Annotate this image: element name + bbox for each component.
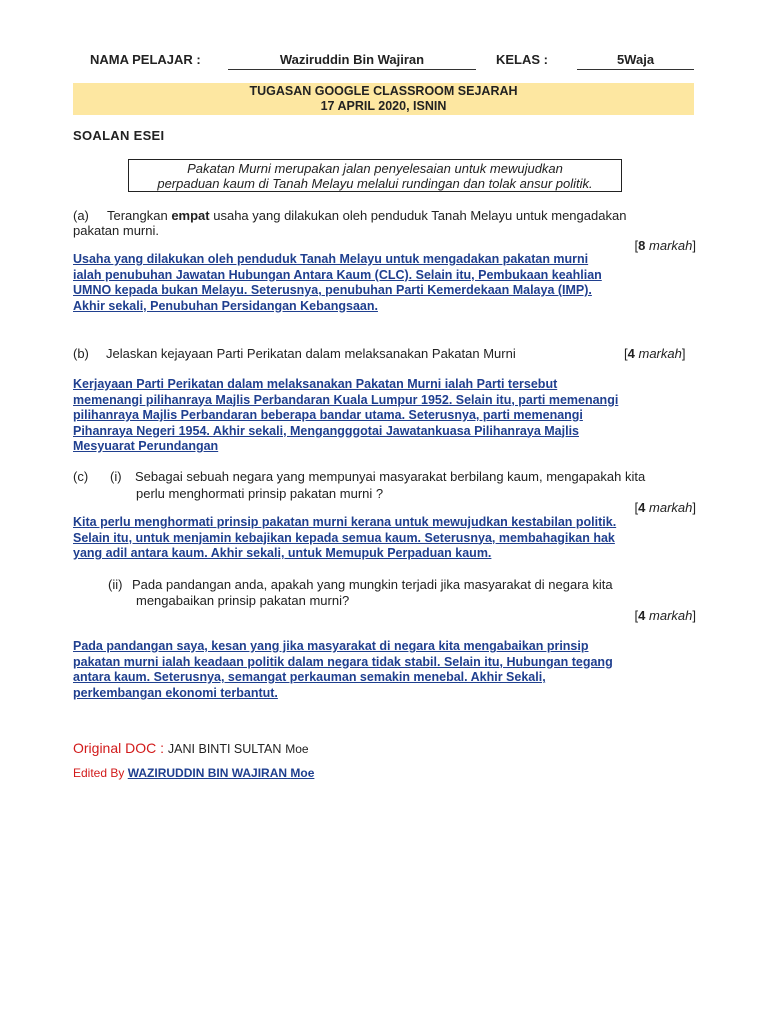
edited-suffix: Moe xyxy=(290,766,315,780)
answer-c-i xyxy=(73,515,703,562)
marks-number: 8 xyxy=(638,238,646,253)
answer-line: Usaha yang dilakukan oleh penduduk Tanah Melayu untuk mengadakan pakatan murni xyxy=(73,252,589,266)
question-c-number: (c) xyxy=(73,469,89,484)
question-a-line2: pakatan murni. xyxy=(73,223,159,238)
answer-line: Mesyuarat Perundangan xyxy=(73,439,219,453)
question-b-marks: [4 markah] xyxy=(624,346,686,361)
question-a-marks: [8 markah] xyxy=(634,238,696,253)
quote-line2: perpaduan kaum di Tanah Melayu melalui rundingan dan tolak ansur politik. xyxy=(157,176,593,191)
question-c-i-line2: perlu menghormati prinsip pakatan murni ? xyxy=(136,486,384,501)
question-b-text: Jelaskan kejayaan Parti Perikatan dalam melaksanakan Pakatan Murni xyxy=(106,346,516,361)
answer-line: Akhir sekali, Penubuhan Persidangan Kebangsaan. xyxy=(73,298,378,313)
marks-number: 4 xyxy=(638,500,646,515)
title-line1: TUGASAN GOOGLE CLASSROOM SEJARAH xyxy=(249,84,518,98)
question-b-number: (b) xyxy=(73,346,89,361)
edited-label: Edited By xyxy=(73,766,125,780)
original-label: Original DOC : xyxy=(73,740,165,756)
question-a-number: (a) xyxy=(73,208,89,223)
answer-line: Kerjayaan Parti Perikatan dalam melaksanakan Pakatan Murni ialah Parti tersebut xyxy=(73,377,558,391)
question-c-i-sub: (i) xyxy=(110,469,122,484)
marks-number: 4 xyxy=(638,608,646,623)
section-title: SOALAN ESEI xyxy=(73,128,165,143)
answer-c-ii xyxy=(73,639,703,701)
class-label: KELAS : xyxy=(496,52,548,67)
question-a-text-before: Terangkan xyxy=(107,208,172,223)
marks-word: markah xyxy=(649,500,693,515)
answer-b xyxy=(73,377,703,455)
question-c-i-line1: Sebagai sebuah negara yang mempunyai masyarakat berbilang kaum, mengapakah kita xyxy=(135,469,646,484)
answer-line: yang adil antara kaum. Akhir sekali, untuk Memupuk Perpaduan kaum. xyxy=(73,546,492,560)
marks-word: markah xyxy=(638,346,682,361)
answer-line: UMNO kepada bukan Melayu. Seterusnya, penubuhan Parti Kemerdekaan Malaya (IMP). xyxy=(73,283,592,297)
question-c-ii-line2: mengabaikan prinsip pakatan murni? xyxy=(136,593,350,608)
question-a-text-after: usaha yang dilakukan oleh penduduk Tanah Melayu untuk mengadakan xyxy=(209,208,627,223)
original-suffix: Moe xyxy=(285,742,309,756)
answer-a xyxy=(73,252,703,314)
marks-number: 4 xyxy=(627,346,635,361)
answer-line: pilihanraya Majlis Perbandaran beberapa bandar utama. Seterusnya, parti memenangi xyxy=(73,408,583,422)
answer-line: antara kaum. Seterusnya, semangat perkauman semakin menebal. Akhir Sekali, xyxy=(73,670,546,684)
answer-line: Pihanraya Negeri 1954. Akhir sekali, Mengangggotai Jawatankuasa Pilihanraya Majlis xyxy=(73,423,579,438)
question-c-ii-sub: (ii) xyxy=(108,577,123,592)
quote-line1: Pakatan Murni merupakan jalan penyelesaian untuk mewujudkan xyxy=(187,161,563,176)
edited-name: WAZIRUDDIN BIN WAJIRAN xyxy=(127,766,288,780)
footer-edited xyxy=(73,766,314,780)
edited-name-link[interactable] xyxy=(128,766,315,780)
quote-box xyxy=(128,159,622,192)
footer-original xyxy=(73,740,309,756)
marks-word: markah xyxy=(649,238,693,253)
answer-line: pakatan murni ialah keadaan politik dalam negara tidak stabil. Selain itu, Hubungan tegang xyxy=(73,654,613,669)
title-band xyxy=(73,83,694,115)
answer-line: perkembangan ekonomi terbantut. xyxy=(73,685,278,700)
title-line2: 17 APRIL 2020, ISNIN xyxy=(320,99,447,113)
answer-line: Selain itu, untuk menjamin kebajikan kepada semua kaum. Seterusnya, membahagikan hak xyxy=(73,530,615,545)
question-c-ii-marks: [4 markah] xyxy=(634,608,696,623)
question-a-bold: empat xyxy=(171,208,210,223)
answer-line: ialah penubuhan Jawatan Hubungan Antara Kaum (CLC). Selain itu, Pembukaan keahlian xyxy=(73,267,602,282)
answer-line: Kita perlu menghormati prinsip pakatan murni kerana untuk mewujudkan kestabilan politik. xyxy=(73,515,617,529)
name-value: Waziruddin Bin Wajiran xyxy=(228,52,476,70)
class-value: 5Waja xyxy=(577,52,694,70)
question-c-ii-line1: Pada pandangan anda, apakah yang mungkin terjadi jika masyarakat di negara kita xyxy=(132,577,613,592)
name-label: NAMA PELAJAR : xyxy=(90,52,201,67)
answer-line: Pada pandangan saya, kesan yang jika masyarakat di negara kita mengabaikan prinsip xyxy=(73,639,589,653)
answer-line: memenangi pilihanraya Majlis Perbandaran Kuala Lumpur 1952. Selain itu, parti memenangi xyxy=(73,392,619,407)
original-name: JANI BINTI SULTAN xyxy=(167,742,282,756)
question-c-i-marks: [4 markah] xyxy=(634,500,696,515)
question-a-line1 xyxy=(107,208,626,224)
marks-word: markah xyxy=(649,608,693,623)
